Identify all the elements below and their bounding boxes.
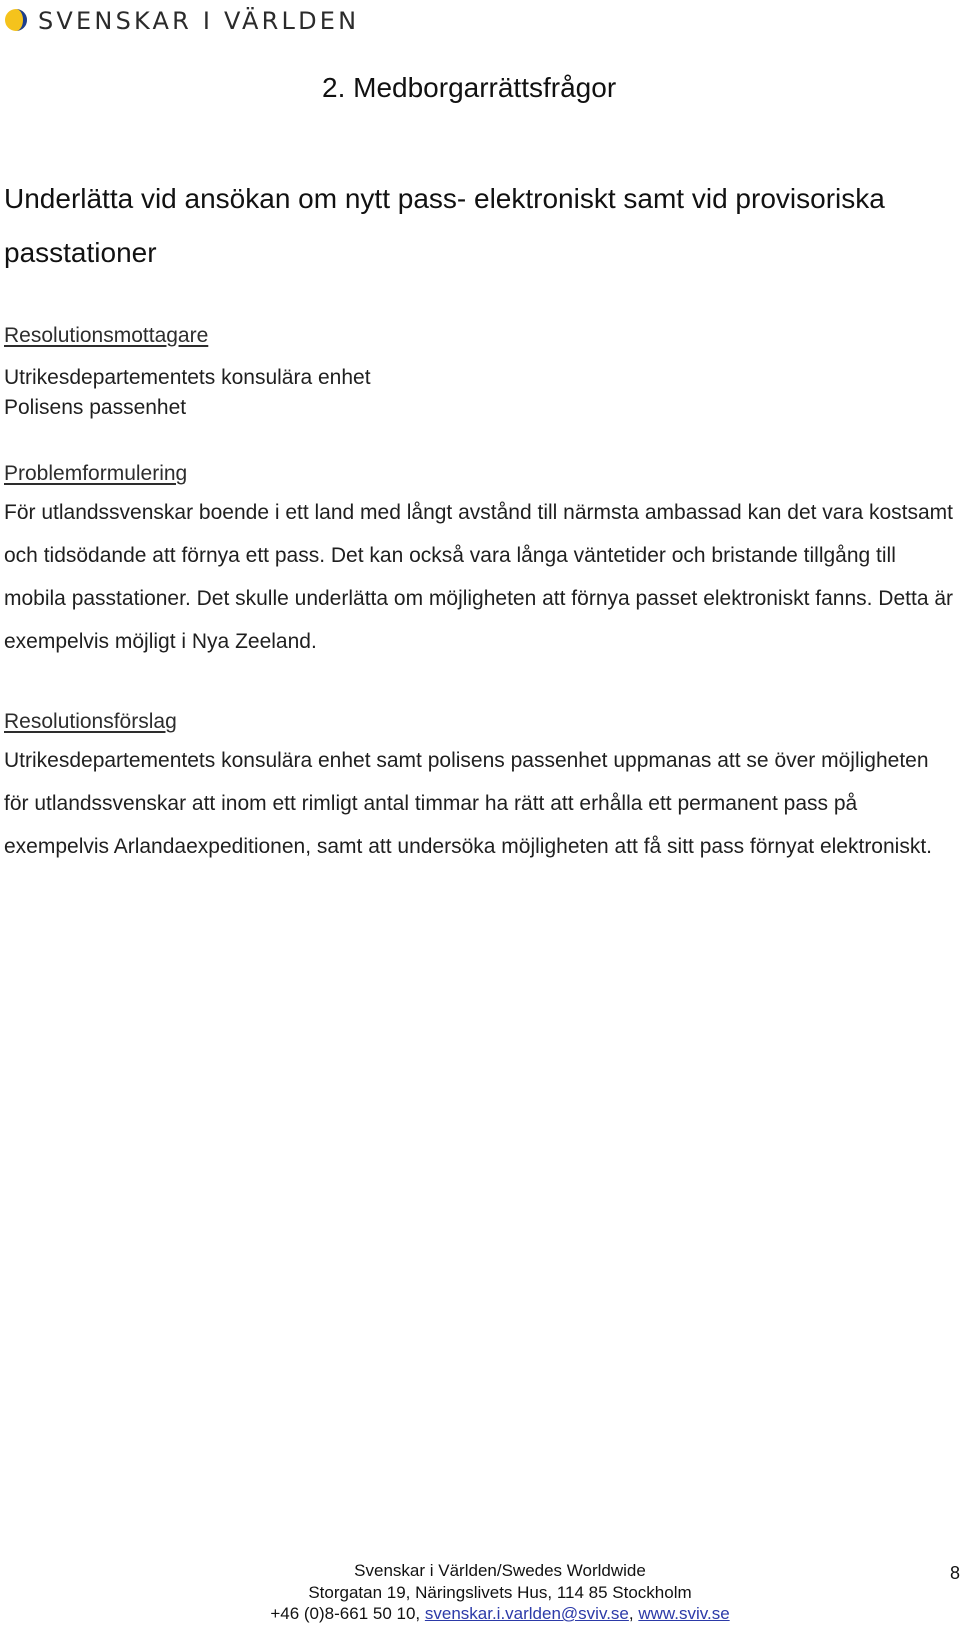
- recipient-line: Polisens passenhet: [4, 396, 187, 419]
- logo-text: SVENSKAR I VÄRLDEN: [38, 7, 360, 35]
- proposal-text: Utrikesdepartementets konsulära enhet samt polisens passenhet uppmanas att se över möjligheten för utlandssvenskar att inom ett rimligt antal timmar ha rätt att erhålla ett permanent pass på exempelvis Arlandaexpeditionen, samt att undersöka möjligheten att få sitt pass förnyat elektroniskt.: [4, 749, 932, 858]
- footer-website-link[interactable]: www.sviv.se: [638, 1604, 730, 1623]
- section-heading: 2. Medborgarrättsfrågor: [322, 72, 617, 103]
- problem-section: [4, 459, 954, 663]
- logo: [4, 4, 359, 38]
- footer-separator: ,: [628, 1604, 639, 1623]
- footer-email-link[interactable]: svenskar.i.varlden@sviv.se: [424, 1604, 629, 1623]
- footer-address: Storgatan 19, Näringslivets Hus, 114 85 Stockholm: [308, 1583, 692, 1602]
- recipient-line: Utrikesdepartementets konsulära enhet: [4, 366, 371, 389]
- problem-text: För utlandssvenskar boende i ett land med långt avstånd till närmsta ambassad kan det vara kostsamt och tidsödande att förnya ett pass. Det kan också vara långa väntetider och bristande tillgång till mobila passtationer. Det skulle underlätta om möjligheten att förnya passet elektroniskt fanns. Detta är exempelvis möjligt i Nya Zeeland.: [4, 501, 953, 653]
- footer-organization: Svenskar i Världen/Swedes Worldwide: [354, 1561, 646, 1580]
- page-number: 8: [949, 1563, 960, 1583]
- proposal-section: [4, 707, 954, 868]
- problem-label: Problemformulering: [4, 462, 188, 485]
- footer-phone: +46 (0)8-661 50 10,: [270, 1604, 425, 1623]
- proposal-label: Resolutionsförslag: [4, 710, 177, 733]
- recipients-section: [4, 321, 954, 423]
- recipients-label: Resolutionsmottagare: [4, 324, 209, 347]
- document-title: Underlätta vid ansökan om nytt pass- elektroniskt samt vid provisoriska passtationer: [4, 183, 885, 268]
- footer-contact: [0, 1604, 960, 1624]
- sun-moon-logo-icon: [4, 4, 30, 38]
